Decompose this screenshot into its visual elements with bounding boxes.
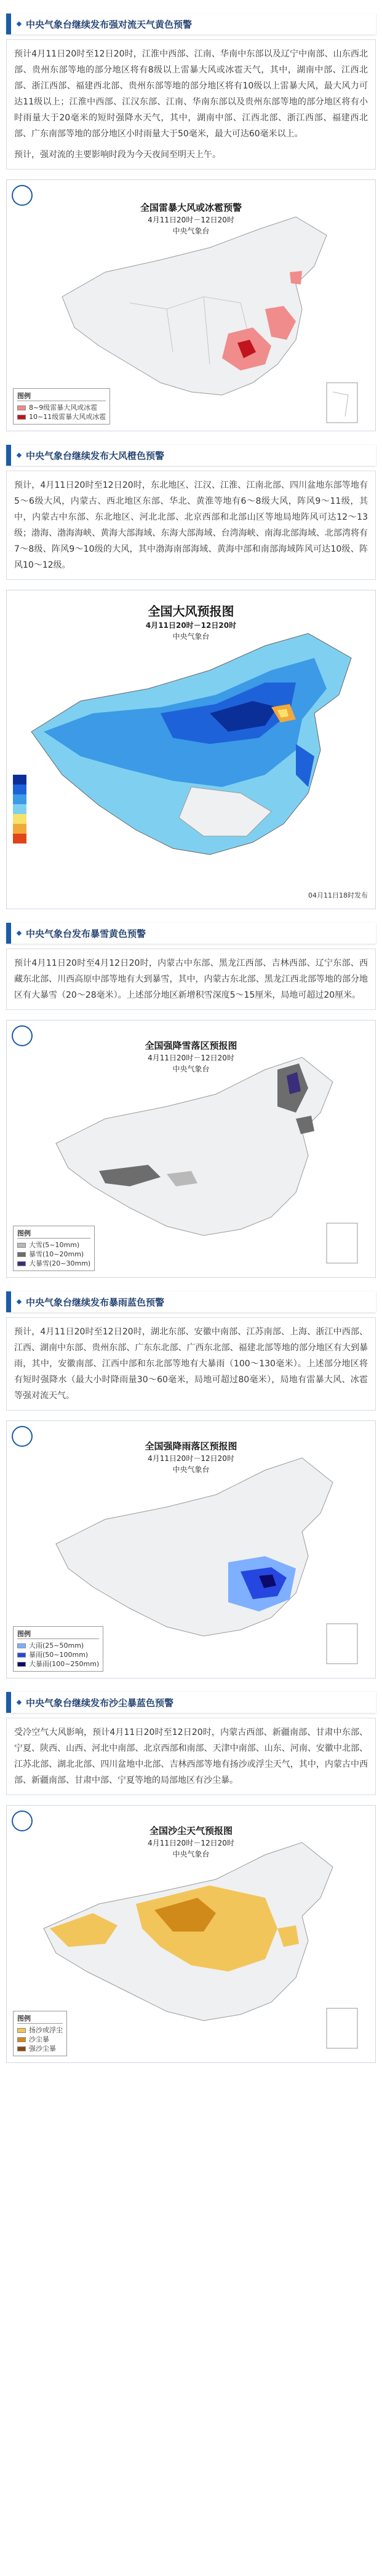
map-gale — [6, 590, 376, 909]
map-title: 全国强降雨落区预报图 — [145, 1441, 237, 1452]
legend-swatch — [13, 775, 26, 785]
legend-title: 图例 — [17, 391, 106, 401]
legend-label: 扬沙或浮尘 — [29, 2026, 63, 2034]
map-agency: 中央气象台 — [172, 1850, 210, 1858]
legend-title: 图例 — [17, 1229, 90, 1239]
section-dust — [6, 1692, 376, 2063]
section-title-text: 中央气象台继续发布沙尘暴蓝色预警 — [26, 1697, 174, 1709]
section-title — [6, 445, 376, 466]
legend-item — [17, 1641, 99, 1650]
section-title-text: 中央气象台继续发布暴雨蓝色预警 — [26, 1296, 165, 1308]
legend-label: 大雪(5~10mm) — [29, 1241, 80, 1249]
map-title: 全国沙尘天气预报图 — [149, 1825, 233, 1836]
diamond-icon — [17, 453, 22, 458]
map-dust — [6, 1805, 376, 2063]
map-rain — [6, 1420, 376, 1678]
section-snow — [6, 923, 376, 1278]
legend-label: 大暴雪(20~30mm) — [29, 1259, 91, 1267]
legend-label: 沙尘暴 — [29, 2035, 49, 2043]
diamond-icon — [17, 931, 22, 936]
section-text — [6, 1718, 376, 1795]
map-legend — [13, 388, 110, 425]
map-agency: 中央气象台 — [172, 227, 210, 235]
legend-item — [17, 2044, 63, 2053]
section-title — [6, 1291, 376, 1312]
legend-item — [17, 1650, 99, 1659]
legend-label: 大雨(25~50mm) — [29, 1642, 84, 1650]
map-subtitle: 4月11日20时－12日20时 — [148, 1839, 234, 1847]
issued-time: 04月11日18时发布 — [308, 891, 368, 899]
wind-legend — [13, 775, 26, 844]
section-text — [6, 949, 376, 1010]
map-subtitle: 4月11日20时－12日20时 — [148, 216, 234, 224]
section-title-text: 中央气象台继续发布强对流天气黄色预警 — [26, 18, 193, 30]
section-text — [6, 39, 376, 170]
warning-area — [290, 271, 302, 284]
map-agency: 中央气象台 — [172, 632, 210, 641]
legend-label: 8~9级雷暴大风或冰雹 — [29, 404, 98, 412]
section-title-text: 中央气象台发布暴雪黄色预警 — [26, 928, 146, 939]
map-subtitle: 4月11日20时－12日20时 — [148, 1454, 234, 1463]
diamond-icon — [17, 1299, 22, 1304]
diamond-icon — [17, 22, 22, 26]
paragraph: 受冷空气大风影响，预计4月11日20时至12日20时，内蒙古西部、新疆南部、甘肃中东部、宁夏、陕西、山西、河北中南部、北京西部和南部、天津中南部、山东、河南、安徽中北部、江苏北部、湖北北部、四川盆地中北部、吉林西部等地有扬沙或浮尘天气，其中，内蒙古中西部、新疆南部、甘肃中部、宁夏等地的局部地区有沙尘暴。 — [14, 1728, 368, 1785]
diamond-icon — [17, 1700, 22, 1705]
legend-title: 图例 — [17, 2014, 63, 2024]
map-agency: 中央气象台 — [172, 1065, 210, 1073]
map-title: 全国雷暴大风或冰雹预警 — [140, 202, 242, 213]
map-legend — [13, 1226, 95, 1271]
section-title — [6, 923, 376, 944]
section-gale — [6, 445, 376, 909]
section-convective — [6, 14, 376, 431]
section-text — [6, 1317, 376, 1411]
map-agency: 中央气象台 — [172, 1465, 210, 1474]
legend-item — [17, 403, 106, 412]
map-subtitle: 4月11日20时－12日20时 — [145, 621, 237, 630]
map-title: 全国大风预报图 — [148, 604, 234, 619]
section-text — [6, 471, 376, 580]
legend-swatch — [13, 824, 26, 834]
legend-label: 10~11级雷暴大风或冰雹 — [29, 413, 106, 421]
section-title — [6, 14, 376, 34]
paragraph: 预计4月11日20时至12日20时，江淮中西部、江南、华南中东部以及辽宁中南部、山东西北部、贵州东部等地的部分地区将有8级以上雷暴大风或冰雹天气，其中，湖南中部、江西北部、浙江西部、福建西北部、贵州东部等地的部分地区将有10级以上雷暴大风，最大风力可达11级以上；江淮中西部、江汉东部、江南、华南东部以及贵州东部等地的部分地区将有小时雨量大于20毫米的短时强降水天气，其中，湖南中部、江西北部、浙江西部、福建西北部、广东南部等地的部分地区小时雨量大于50毫米，最大可达60毫米以上。 — [14, 49, 368, 139]
legend-swatch — [13, 814, 26, 824]
section-title — [6, 1692, 376, 1713]
legend-label: 暴雪(10~20mm) — [29, 1250, 84, 1258]
legend-label: 强沙尘暴 — [29, 2045, 56, 2053]
paragraph: 预计，强对流的主要影响时段为今天夜间至明天上午。 — [14, 150, 221, 160]
map-convective — [6, 179, 376, 431]
legend-item — [17, 2026, 63, 2035]
legend-swatch — [13, 785, 26, 794]
legend-item — [17, 412, 106, 421]
map-title: 全国强降雪落区预报图 — [145, 1040, 237, 1051]
map-legend — [13, 1626, 103, 1672]
map-legend — [13, 2011, 67, 2056]
legend-swatch — [13, 804, 26, 814]
legend-item — [17, 1659, 99, 1669]
legend-item — [17, 1259, 90, 1268]
paragraph: 预计，4月11日20时至12日20时，东北地区、江汉、江淮、江南北部、四川盆地东部等地有5～6级大风，内蒙古、西北地区东部、华北、黄淮等地有6～8级大风，阵风9～11级，其中，内蒙古中东部、东北地区、河北北部、北京西部和北部山区等地局地阵风可达12～13级；渤海、渤海海峡、黄海大部海域、东海大部海域、台湾海峡、南海北部海域、北部湾将有7～8级、阵风9～10级的大风，其中渤海南部海域、黄海中部和南部海域阵风可达10级、阵风10～12级。 — [14, 480, 368, 570]
paragraph: 预计4月11日20时至4月12日20时，内蒙古中东部、黑龙江西部、吉林西部、辽宁东部、西藏东北部、川西高原中部等地有大到暴雪，其中，内蒙古东北部、黑龙江西北部等地的部分地区有大暴雪（20～28毫米）。上述部分地区新增积雪深度5～15厘米，局地可超过20厘米。 — [14, 958, 368, 1000]
map-snow — [6, 1020, 376, 1278]
map-subtitle: 4月11日20时－12日20时 — [148, 1054, 234, 1062]
legend-title: 图例 — [17, 1629, 99, 1639]
legend-item — [17, 1240, 90, 1250]
legend-swatch — [13, 834, 26, 844]
legend-swatch — [13, 794, 26, 804]
legend-label: 大暴雨(100~250mm) — [29, 1660, 100, 1668]
section-rain — [6, 1291, 376, 1678]
legend-item — [17, 2035, 63, 2044]
legend-item — [17, 1250, 90, 1259]
paragraph: 预计，4月11日20时至12日20时，湖北东部、安徽中南部、江苏南部、上海、浙江中西部、江西、湖南中东部、贵州东部、广东东北部、广西东北部、福建北部等地的部分地区有大到暴雨，其中，安徽南部、江西中部和东北部等地有大暴雨（100～130毫米）。上述部分地区将有短时强降水（最大小时降雨量30～60毫米，局地可超过80毫米），局地有雷暴大风、冰雹等强对流天气。 — [14, 1327, 368, 1401]
legend-label: 暴雨(50~100mm) — [29, 1651, 89, 1659]
section-title-text: 中央气象台继续发布大风橙色预警 — [26, 450, 165, 461]
